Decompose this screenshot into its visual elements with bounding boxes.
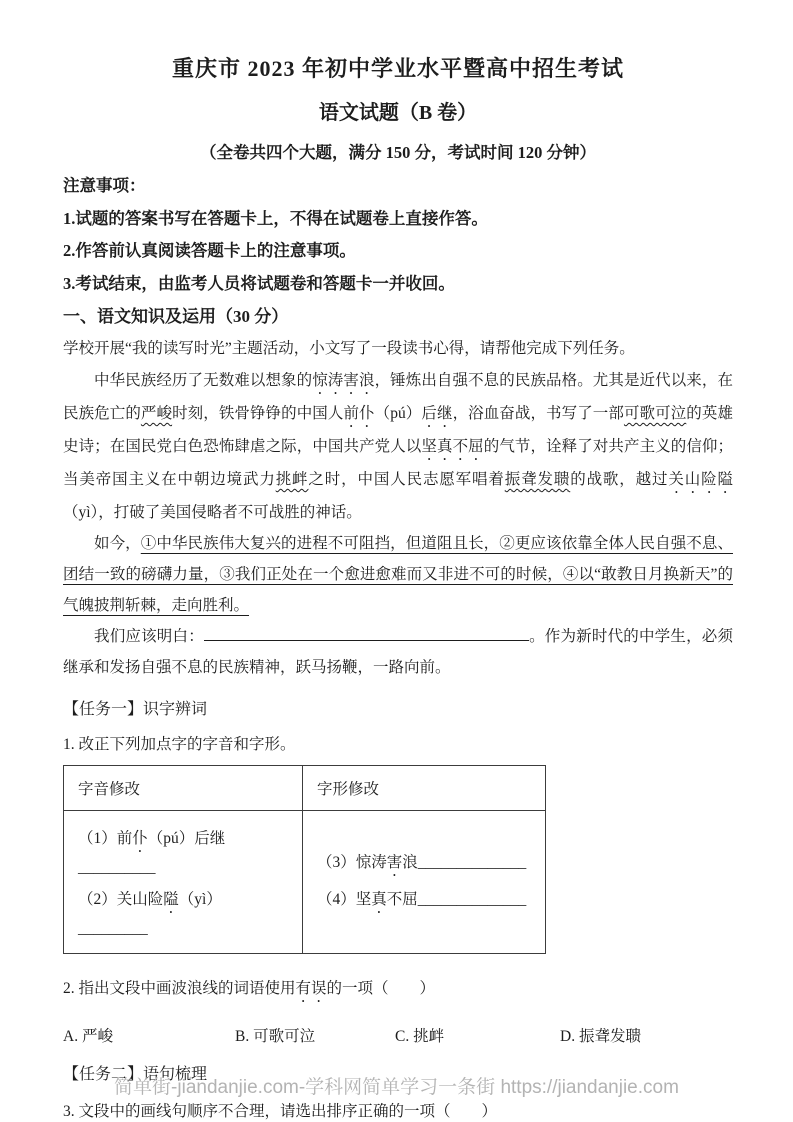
exam-info-line: （全卷共四个大题，满分 150 分，考试时间 120 分钟） [200, 143, 596, 162]
answer-underscores: _________ [78, 920, 148, 937]
passage-text: ，浴血奋战，书写了一部 [452, 405, 624, 422]
pinyin-pu: （pú） [374, 405, 422, 422]
activity-intro: 学校开展“我的读写时光”主题活动，小文写了一段读书心得，请帮他完成下列任务。 [63, 340, 635, 357]
passage-text: 之时，中国人民志愿军唱着 [308, 471, 505, 488]
correction-table-header-row [64, 766, 546, 811]
option-b: B. 可歌可泣 [235, 1028, 316, 1045]
wavy-word-yanjun: 严峻 [140, 405, 173, 422]
item-text: 不屈 [386, 891, 418, 908]
dotted-word-jingtaohailang: 惊涛害浪 [312, 372, 375, 389]
wavy-word-zhenlongfakui: 振聋发聩 [504, 471, 571, 488]
correction-table-body-row [64, 811, 546, 954]
passage-text: 中华民族经历了无数难以想象的 [94, 372, 313, 389]
option-a: A. 严峻 [63, 1028, 113, 1045]
question-1: 1. 改正下列加点字的字音和字形。 [63, 736, 296, 753]
item-text: 浪 [402, 854, 418, 871]
answer-underscores: ______________ [417, 854, 527, 871]
exam-subtitle: 语文试题（B 卷） [318, 102, 478, 124]
dotted-char-zhen: 真 [371, 891, 387, 908]
dotted-word-youwu: 有误 [295, 980, 327, 997]
item-text: （1）前 [78, 830, 133, 847]
correction-item-3 [317, 851, 535, 880]
dotted-word-qianpu: 前仆 [343, 405, 375, 422]
passage-text: 的英雄史诗；在国民党白色恐怖肆虐之际，中国共产党人以 [63, 405, 733, 455]
question-text: 的一项（ ） [326, 980, 436, 997]
correction-table [63, 765, 546, 954]
reading-passage-paragraph-1 [63, 365, 733, 528]
passage-text: ，锤炼出自强不息的民族品格。尤其是近代以来，在民族危亡的 [63, 372, 733, 422]
dotted-word-guanshanxianai: 关山险隘 [668, 471, 733, 488]
answer-underscores: __________ [78, 859, 156, 876]
option-d: D. 振聋发聩 [560, 1028, 641, 1045]
notice-heading: 注意事项： [63, 176, 146, 195]
pronunciation-cell [64, 811, 303, 954]
item-text: （pú）后继 [147, 830, 226, 847]
answer-underscores: ______________ [417, 891, 527, 908]
item-text: （2）关山险 [78, 891, 164, 908]
dotted-word-jianzhenbuqu: 坚真不屈 [421, 438, 484, 455]
question-2-options [63, 1026, 733, 1048]
correction-item-2 [78, 888, 292, 941]
reading-passage-paragraph-2 [63, 528, 733, 621]
dotted-char-pu: 仆 [132, 830, 148, 847]
dotted-char-ai: 隘 [163, 891, 179, 908]
character-form-cell [303, 811, 546, 954]
notice-block [63, 176, 733, 294]
exam-title: 重庆市 2023 年初中学业水平暨高中招生考试 [171, 56, 624, 81]
question-3: 3. 文段中的画线句顺序不合理，请选出排序正确的一项（ ） [63, 1103, 498, 1120]
watermark-footer: 简单街-jiandanjie.com-学科网简单学习一条街 https://jiandanjie.com [114, 1077, 679, 1098]
fill-in-blank-line [204, 627, 529, 641]
passage-text: 。作为新时代的中学生，必须继承和发扬自强不息的民族精神，跃马扬鞭，一路向前。 [63, 628, 733, 676]
underlined-sentences-1-to-4: ①中华民族伟大复兴的进程不可阻挡，但道阻且长，②更应该依靠全体人民自强不息、团结一致的磅礴力量，③我们正处在一个愈进愈难而又非进不可的时候，④以“敢教日月换新天”的气魄披荆斩棘，走向胜利。 [63, 535, 733, 614]
task-one-heading: 【任务一】识字辨词 [63, 701, 208, 718]
notice-item-2: 2.作答前认真阅读答题卡上的注意事项。 [63, 241, 356, 260]
column-header-pronunciation: 字音修改 [64, 766, 303, 811]
question-text: 2. 指出文段中画波浪线的词语使用 [63, 980, 296, 997]
option-c: C. 挑衅 [395, 1028, 445, 1045]
passage-text: （yì），打破了美国侵略者不可战胜的神话。 [63, 504, 362, 521]
item-text: （3）惊涛 [317, 854, 387, 871]
task-two-heading: 【任务二】语句梳理 [63, 1066, 208, 1083]
dotted-word-houji: 后继 [421, 405, 453, 422]
item-text: （4）坚 [317, 891, 372, 908]
passage-text: 我们应该明白： [94, 628, 204, 645]
dotted-char-hai: 害 [386, 854, 403, 871]
correction-item-4 [317, 888, 535, 917]
item-text: （yì） [178, 891, 222, 908]
notice-item-3: 3.考试结束，由监考人员将试题卷和答题卡一并收回。 [63, 273, 455, 293]
column-header-character-form: 字形修改 [303, 766, 546, 811]
passage-text: 如今， [94, 535, 141, 552]
question-2 [63, 978, 733, 1006]
correction-item-1 [78, 827, 292, 880]
notice-item-1: 1.试题的答案书写在答题卡上，不得在试题卷上直接作答。 [63, 208, 488, 228]
wavy-word-tiaoxin: 挑衅 [275, 471, 309, 488]
passage-text: 的战歌，越过 [570, 471, 669, 488]
wavy-word-kegekeqi: 可歌可泣 [623, 405, 687, 422]
passage-text: 的气节，诠释了对共产主义的信仰；当美帝国主义在中朝边境武力 [63, 438, 733, 488]
passage-text: 时刻，铁骨铮铮的中国人 [172, 405, 344, 422]
reading-passage-paragraph-3 [63, 621, 733, 683]
section-one-heading: 一、语文知识及运用（30 分） [63, 307, 289, 326]
